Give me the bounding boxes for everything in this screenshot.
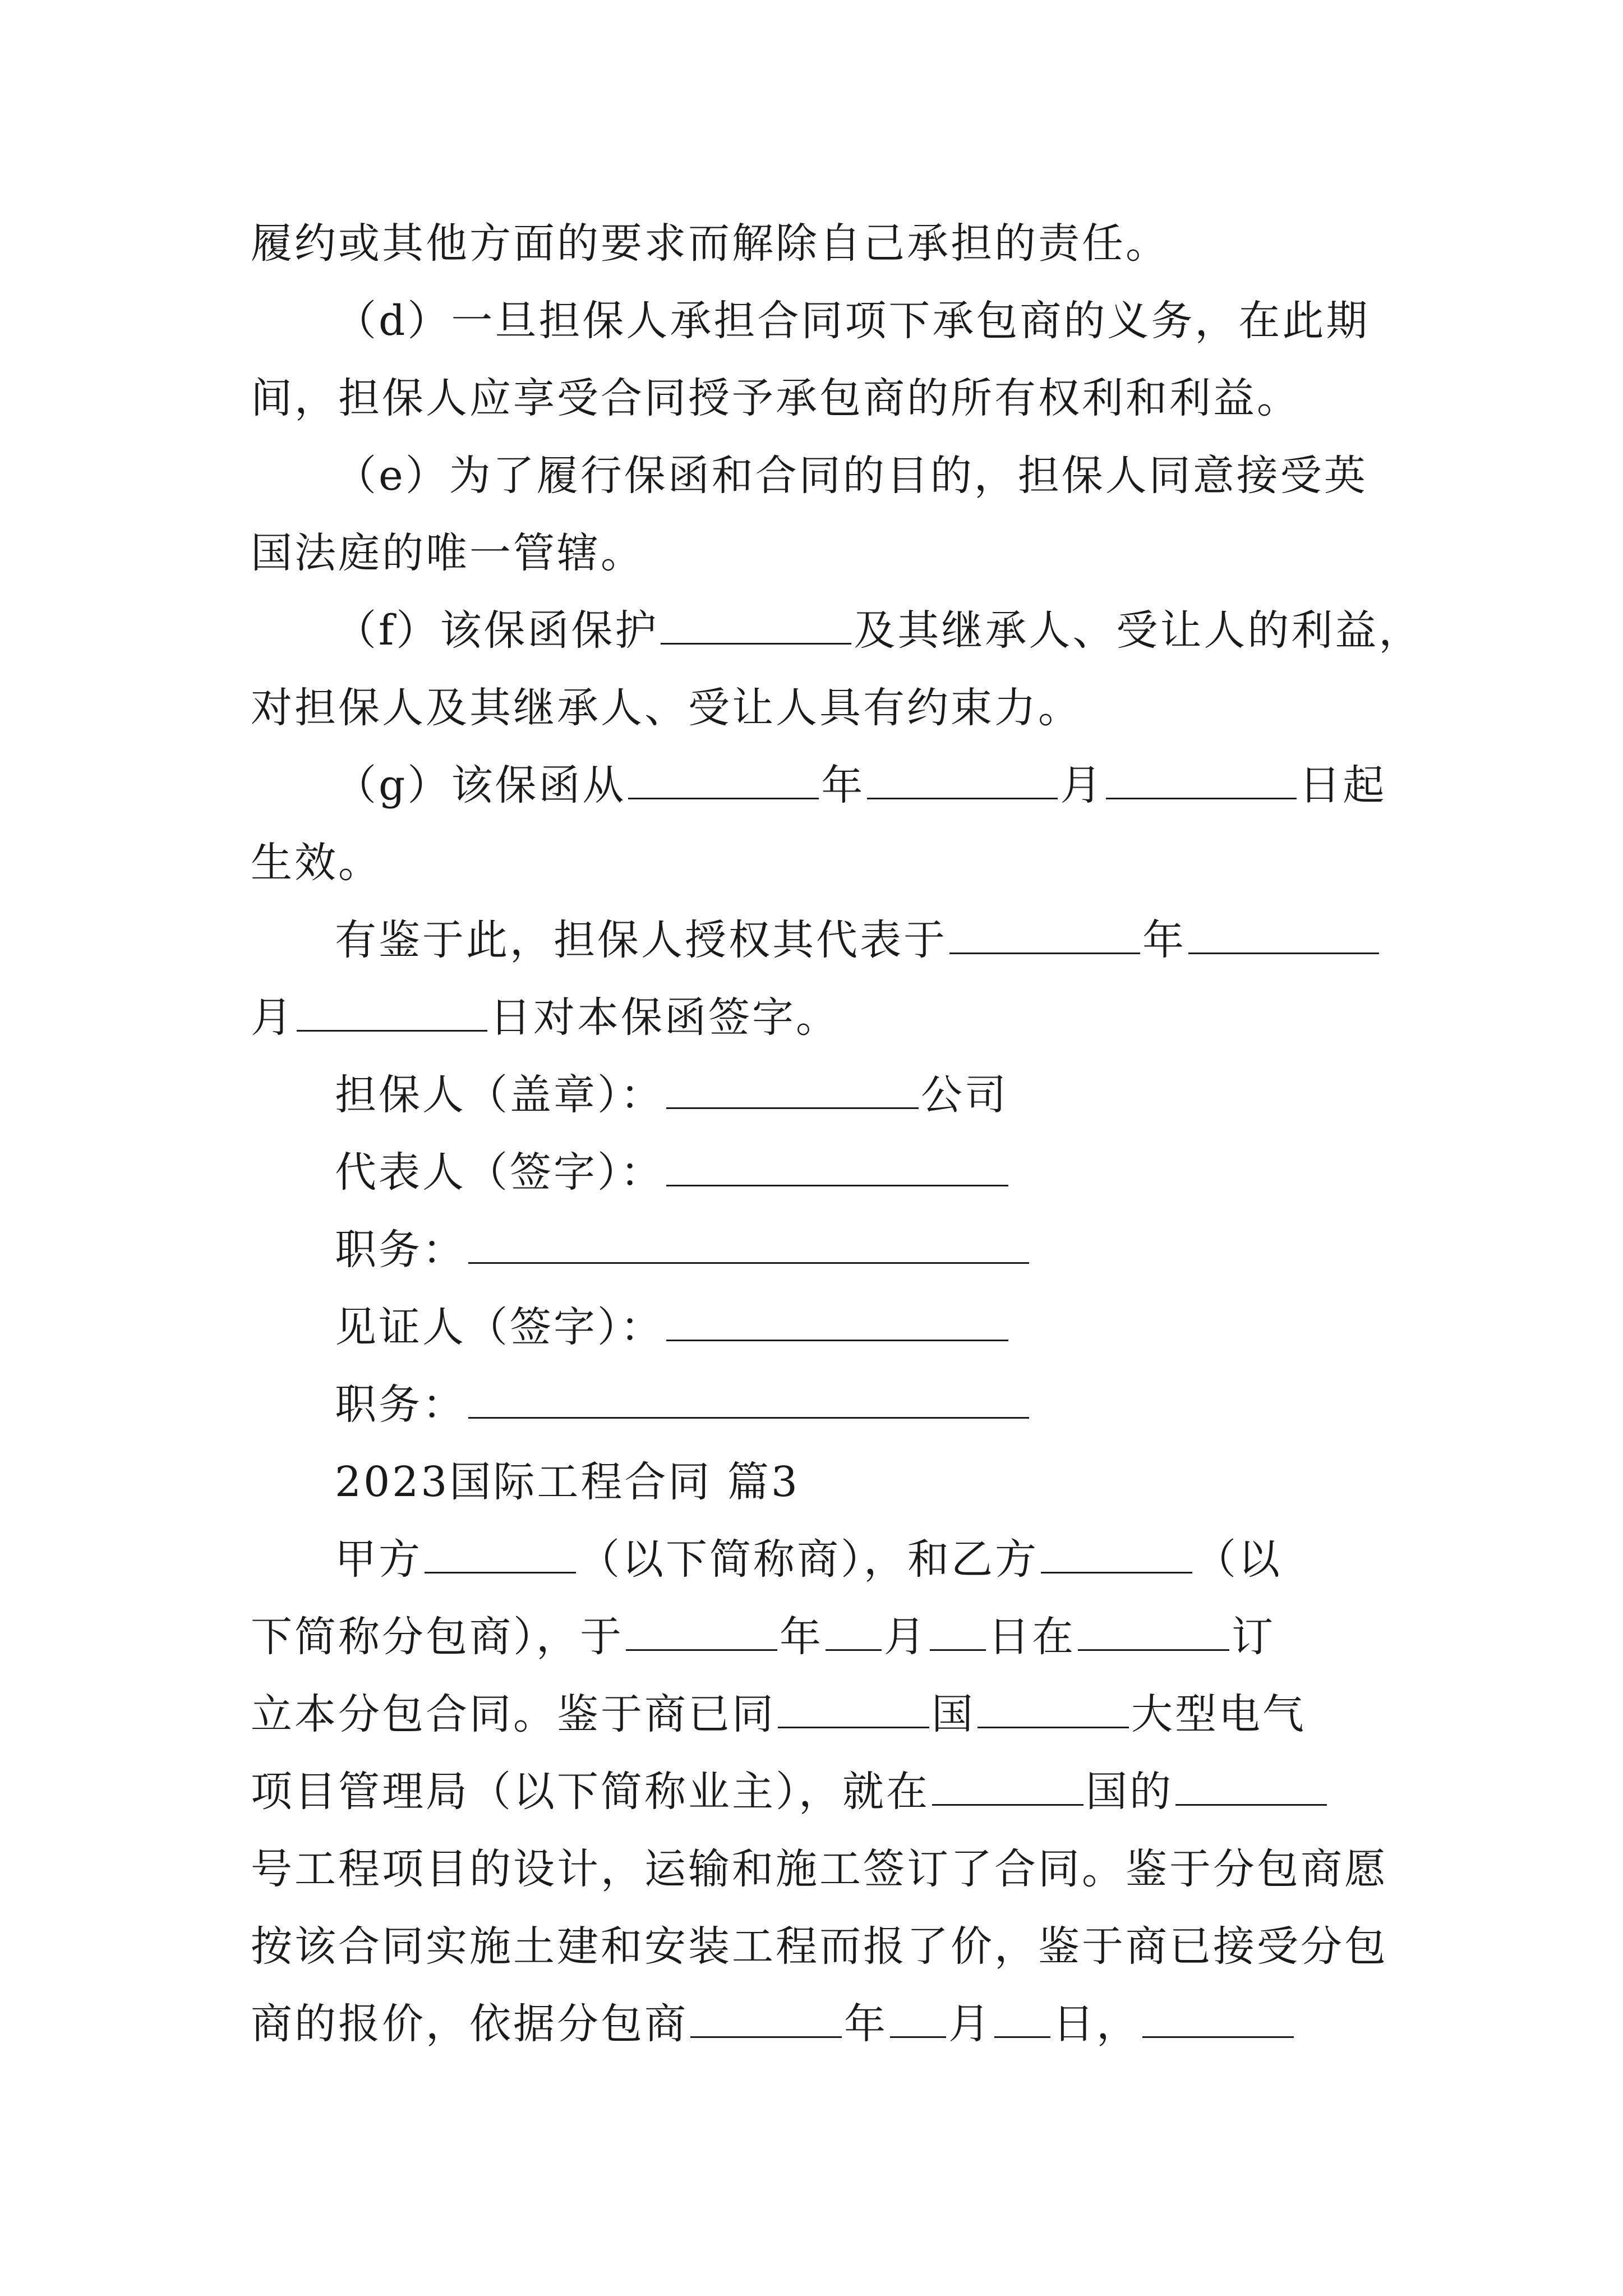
text-line: 间，担保人应享受合同授予承包商的所有权利和利益。 bbox=[251, 374, 1301, 422]
blank-field[interactable] bbox=[1188, 911, 1379, 954]
blank-field[interactable] bbox=[930, 1608, 986, 1651]
clause-g-line bbox=[251, 747, 1389, 824]
text-line: 履约或其他方面的要求而解除自己承担的责任。 bbox=[251, 219, 1169, 268]
blank-field[interactable] bbox=[778, 1685, 929, 1728]
clause-g-text: 日起 bbox=[1299, 761, 1387, 809]
text-line: 生效。 bbox=[251, 839, 382, 887]
clause-f-text: （f）该保函保护 bbox=[335, 606, 659, 655]
blank-field[interactable] bbox=[297, 988, 487, 1032]
witness-person-label: 见证人（签字）： bbox=[335, 1303, 664, 1351]
clause-e-line: （e）为了履行保函和合同的目的，担保人同意接受英 bbox=[335, 452, 1368, 500]
position-label: 职务： bbox=[335, 1226, 466, 1274]
contract-line bbox=[251, 1598, 1389, 1676]
blank-field[interactable] bbox=[1175, 1763, 1327, 1806]
contract-text: 大型电气 bbox=[1131, 1690, 1306, 1738]
representative-signature-field[interactable] bbox=[666, 1143, 1008, 1186]
position-field[interactable] bbox=[468, 1375, 1029, 1419]
contract-text: 下简称分包商），于 bbox=[251, 1613, 624, 1661]
year-label: 年 bbox=[844, 2000, 888, 2048]
witness-clause-text: 日对本保函签字。 bbox=[490, 993, 840, 1042]
text-line: 对担保人及其继承人、受让人具有约束力。 bbox=[251, 684, 1082, 732]
contract-text: 项目管理局（以下简称业主），就在 bbox=[251, 1768, 930, 1816]
blank-field[interactable] bbox=[1041, 1530, 1192, 1573]
section-heading: 2023国际工程合同 篇3 bbox=[335, 1458, 800, 1506]
contract-text: 国 bbox=[932, 1690, 975, 1738]
guarantor-seal-line bbox=[251, 1056, 1389, 1134]
blank-field[interactable] bbox=[1106, 756, 1297, 799]
contract-line: 按该合同实施土建和安装工程而报了价，鉴于商已接受分包 bbox=[251, 1922, 1388, 1971]
contract-text: （以 bbox=[1195, 1535, 1282, 1584]
contract-line: 号工程项目的设计，运输和施工签订了合同。鉴于分包商愿 bbox=[251, 1845, 1388, 1893]
witness-clause-line bbox=[251, 979, 1389, 1056]
witness-clause-line bbox=[251, 901, 1389, 979]
month-label: 月 bbox=[948, 2000, 992, 2048]
blank-field[interactable] bbox=[1078, 1608, 1229, 1651]
contract-line bbox=[251, 1985, 1389, 2063]
contract-text: 订 bbox=[1232, 1613, 1275, 1661]
blank-field[interactable] bbox=[1142, 1995, 1294, 2038]
month-label: 月 bbox=[1060, 761, 1104, 809]
contract-text: 日， bbox=[1053, 2000, 1140, 2048]
blank-field[interactable] bbox=[425, 1530, 576, 1573]
contract-text: 甲方 bbox=[335, 1535, 422, 1584]
month-label: 月 bbox=[251, 993, 294, 1042]
document-body bbox=[251, 205, 1423, 2063]
year-label: 年 bbox=[1142, 916, 1186, 964]
clause-d-line: （d）一旦担保人承担合同项下承包商的义务，在此期 bbox=[335, 297, 1370, 345]
contract-text: 立本分包合同。鉴于商已同 bbox=[251, 1690, 776, 1738]
company-label: 公司 bbox=[921, 1071, 1008, 1119]
blank-field[interactable] bbox=[867, 756, 1058, 799]
blank-field[interactable] bbox=[890, 1995, 946, 2038]
blank-field[interactable] bbox=[626, 1608, 777, 1651]
clause-g-text: （g）该保函从 bbox=[335, 761, 626, 809]
contract-text: 国的 bbox=[1086, 1768, 1173, 1816]
position-line bbox=[251, 1366, 1389, 1443]
blank-field[interactable] bbox=[949, 911, 1140, 954]
text-line: 国法庭的唯一管辖。 bbox=[251, 529, 644, 577]
month-label: 月 bbox=[884, 1613, 928, 1661]
contract-line bbox=[251, 1521, 1389, 1598]
witness-clause-text: 有鉴于此，担保人授权其代表于 bbox=[335, 916, 947, 964]
guarantor-field[interactable] bbox=[666, 1066, 919, 1109]
representative-label: 代表人（签字）： bbox=[335, 1148, 664, 1197]
witness-person-line bbox=[251, 1289, 1389, 1366]
clause-f-text: 及其继承人、受让人的利益， bbox=[854, 606, 1423, 655]
position-field[interactable] bbox=[468, 1221, 1029, 1264]
blank-field[interactable] bbox=[826, 1608, 882, 1651]
blank-field[interactable] bbox=[661, 601, 851, 645]
year-label: 年 bbox=[821, 761, 865, 809]
blank-field[interactable] bbox=[994, 1995, 1050, 2038]
representative-line bbox=[251, 1134, 1389, 1211]
clause-f-line bbox=[251, 592, 1423, 669]
guarantor-label: 担保人（盖章）： bbox=[335, 1071, 664, 1119]
position-line bbox=[251, 1211, 1389, 1289]
contract-text: 日在 bbox=[988, 1613, 1076, 1661]
position-label: 职务： bbox=[335, 1381, 466, 1429]
blank-field[interactable] bbox=[628, 756, 819, 799]
blank-field[interactable] bbox=[932, 1763, 1083, 1806]
contract-line bbox=[251, 1676, 1389, 1753]
blank-field[interactable] bbox=[690, 1995, 842, 2038]
witness-signature-field[interactable] bbox=[666, 1298, 1008, 1341]
year-label: 年 bbox=[780, 1613, 823, 1661]
contract-line bbox=[251, 1753, 1389, 1830]
contract-text: （以下简称商），和乙方 bbox=[578, 1535, 1039, 1584]
contract-text: 商的报价，依据分包商 bbox=[251, 2000, 688, 2048]
blank-field[interactable] bbox=[978, 1685, 1129, 1728]
